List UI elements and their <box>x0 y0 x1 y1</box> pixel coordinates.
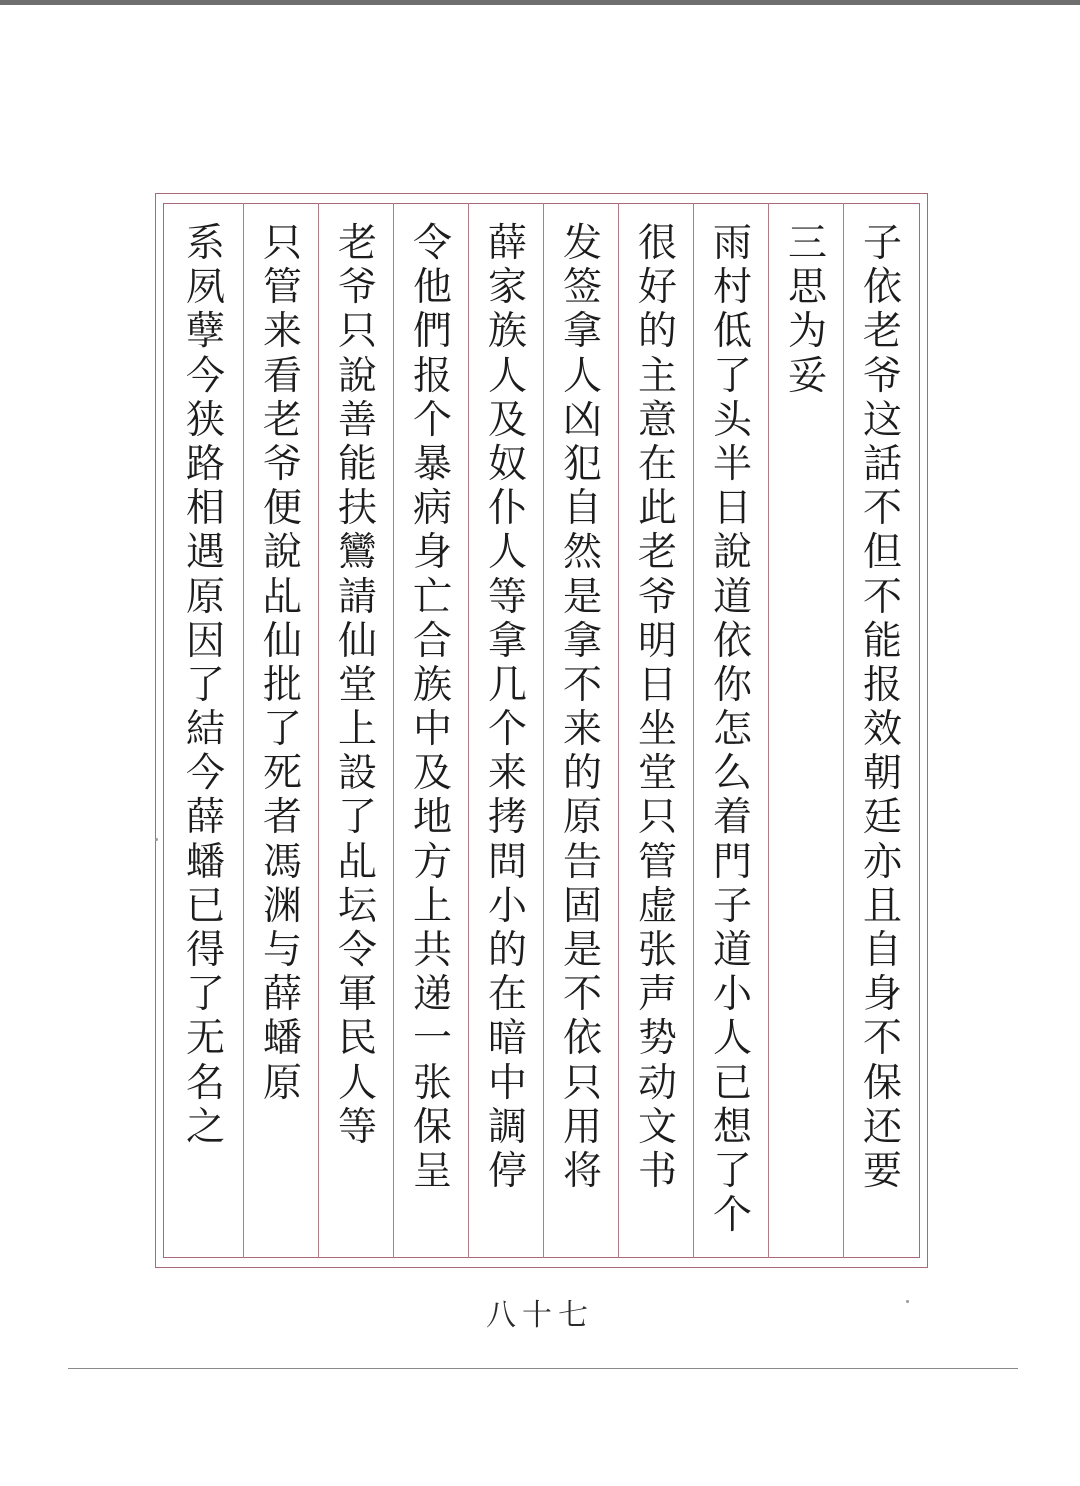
column-character: 孽 <box>185 309 225 355</box>
column-character: 三 <box>787 221 827 266</box>
column-character: 上 <box>337 707 377 753</box>
column-character: 道 <box>712 928 752 973</box>
column-character: 只 <box>637 795 677 841</box>
column-character: 老 <box>862 309 902 355</box>
bottom-rule <box>68 1368 1018 1369</box>
column-character: 拿 <box>562 618 602 664</box>
column-character: 老 <box>637 530 677 576</box>
column-character: 爷 <box>337 265 377 311</box>
column-character: 共 <box>412 928 452 973</box>
column-character: 堂 <box>637 751 677 797</box>
column-character: 坐 <box>637 707 677 753</box>
column-character: 得 <box>185 928 225 973</box>
column-character: 爷 <box>862 353 902 399</box>
column-character: 势 <box>637 1016 677 1062</box>
column-character: 朝 <box>862 751 902 797</box>
column-character: 相 <box>185 486 225 532</box>
column-character: 族 <box>487 309 527 355</box>
column-character: 調 <box>487 1104 527 1150</box>
text-column-2 <box>770 222 845 399</box>
column-character: 不 <box>862 574 902 620</box>
column-character: 是 <box>562 574 602 620</box>
column-character: 的 <box>487 928 527 973</box>
text-column-6 <box>470 222 545 1194</box>
column-character: 老 <box>262 397 302 443</box>
column-character: 等 <box>337 1104 377 1150</box>
column-character: 此 <box>637 486 677 532</box>
column-character: 无 <box>185 1016 225 1062</box>
column-character: 拷 <box>487 795 527 841</box>
column-character: 犯 <box>562 441 602 487</box>
column-character: 看 <box>262 353 302 399</box>
column-character: 方 <box>412 839 452 885</box>
column-character: 与 <box>262 928 302 973</box>
column-character: 书 <box>637 1148 677 1194</box>
column-character: 及 <box>412 751 452 797</box>
column-character: 及 <box>487 397 527 443</box>
column-character: 人 <box>562 353 602 399</box>
column-character: 系 <box>185 221 225 266</box>
column-character: 日 <box>637 662 677 708</box>
column-character: 門 <box>712 839 752 885</box>
column-character: 蟠 <box>185 839 225 885</box>
column-character: 半 <box>712 441 752 487</box>
column-character: 管 <box>262 265 302 311</box>
column-character: 拿 <box>487 618 527 664</box>
column-character: 村 <box>712 265 752 311</box>
column-character: 递 <box>412 972 452 1018</box>
column-character: 不 <box>562 662 602 708</box>
column-character: 固 <box>562 883 602 929</box>
column-character: 令 <box>337 928 377 973</box>
column-character: 个 <box>487 707 527 753</box>
column-character: 来 <box>562 707 602 753</box>
column-character: 自 <box>562 486 602 532</box>
column-character: 只 <box>262 221 302 266</box>
column-character: 一 <box>412 1016 452 1062</box>
scan-speck <box>906 1300 909 1303</box>
column-character: 人 <box>487 530 527 576</box>
column-character: 保 <box>862 1060 902 1106</box>
column-character: 只 <box>562 1060 602 1106</box>
column-character: 老 <box>337 221 377 266</box>
column-character: 身 <box>412 530 452 576</box>
column-character: 族 <box>412 662 452 708</box>
column-character: 依 <box>862 265 902 311</box>
column-character: 道 <box>712 574 752 620</box>
column-character: 但 <box>862 530 902 576</box>
column-divider <box>243 203 244 1258</box>
column-character: 身 <box>862 972 902 1018</box>
column-character: 說 <box>337 353 377 399</box>
column-character: 张 <box>637 928 677 973</box>
column-character: 合 <box>412 618 452 664</box>
column-character: 渊 <box>262 883 302 929</box>
column-character: 今 <box>185 353 225 399</box>
column-character: 家 <box>487 265 527 311</box>
column-character: 名 <box>185 1060 225 1106</box>
column-character: 病 <box>412 486 452 532</box>
column-character: 問 <box>487 839 527 885</box>
column-character: 么 <box>712 751 752 797</box>
column-character: 話 <box>862 441 902 487</box>
column-character: 人 <box>712 1016 752 1062</box>
column-character: 原 <box>185 574 225 620</box>
column-character: 保 <box>412 1104 452 1150</box>
column-character: 中 <box>412 707 452 753</box>
column-character: 批 <box>262 662 302 708</box>
column-character: 拿 <box>562 309 602 355</box>
column-character: 已 <box>712 1060 752 1106</box>
column-character: 将 <box>562 1148 602 1194</box>
page-number: 八十七 <box>486 1298 594 1333</box>
column-character: 善 <box>337 397 377 443</box>
column-character: 思 <box>787 265 827 311</box>
column-character: 坛 <box>337 883 377 929</box>
column-character: 狭 <box>185 397 225 443</box>
column-character: 原 <box>262 1060 302 1106</box>
column-character: 用 <box>562 1104 602 1150</box>
column-character: 仆 <box>487 486 527 532</box>
column-character: 你 <box>712 662 752 708</box>
column-character: 报 <box>412 353 452 399</box>
column-character: 原 <box>562 795 602 841</box>
column-character: 这 <box>862 397 902 443</box>
column-character: 們 <box>412 309 452 355</box>
column-character: 已 <box>185 883 225 929</box>
column-character: 等 <box>487 574 527 620</box>
column-character: 奴 <box>487 441 527 487</box>
column-character: 死 <box>262 751 302 797</box>
column-character: 不 <box>562 972 602 1018</box>
column-character: 雨 <box>712 221 752 266</box>
column-character: 然 <box>562 530 602 576</box>
column-character: 自 <box>862 928 902 973</box>
column-character: 亦 <box>862 839 902 885</box>
column-character: 能 <box>862 618 902 664</box>
column-character: 蟠 <box>262 1016 302 1062</box>
column-character: 便 <box>262 486 302 532</box>
column-character: 报 <box>862 662 902 708</box>
column-character: 馮 <box>262 839 302 885</box>
column-character: 只 <box>337 309 377 355</box>
column-character: 凶 <box>562 397 602 443</box>
column-character: 头 <box>712 397 752 443</box>
column-character: 仙 <box>337 618 377 664</box>
column-character: 軍 <box>337 972 377 1018</box>
column-character: 上 <box>412 883 452 929</box>
text-column-5 <box>545 222 620 1194</box>
column-character: 管 <box>637 839 677 885</box>
column-character: 想 <box>712 1104 752 1150</box>
column-character: 且 <box>862 883 902 929</box>
column-character: 夙 <box>185 265 225 311</box>
column-character: 着 <box>712 795 752 841</box>
column-character: 几 <box>487 662 527 708</box>
column-character: 暴 <box>412 441 452 487</box>
column-character: 了 <box>185 972 225 1018</box>
text-column-8 <box>320 222 395 1150</box>
column-character: 了 <box>337 795 377 841</box>
column-character: 因 <box>185 618 225 664</box>
column-character: 要 <box>862 1148 902 1194</box>
column-character: 主 <box>637 353 677 399</box>
column-character: 今 <box>185 751 225 797</box>
column-character: 乩 <box>262 574 302 620</box>
column-character: 不 <box>862 486 902 532</box>
column-character: 依 <box>712 618 752 664</box>
column-character: 結 <box>185 707 225 753</box>
text-column-9 <box>245 222 320 1106</box>
column-character: 不 <box>862 1016 902 1062</box>
column-character: 很 <box>637 221 677 266</box>
column-character: 小 <box>712 972 752 1018</box>
column-character: 鸞 <box>337 530 377 576</box>
column-character: 还 <box>862 1104 902 1150</box>
column-character: 堂 <box>337 662 377 708</box>
column-character: 人 <box>337 1060 377 1106</box>
column-character: 仙 <box>262 618 302 664</box>
column-character: 好 <box>637 265 677 311</box>
column-character: 了 <box>262 707 302 753</box>
column-character: 亡 <box>412 574 452 620</box>
column-character: 扶 <box>337 486 377 532</box>
column-character: 子 <box>712 883 752 929</box>
column-character: 路 <box>185 441 225 487</box>
column-character: 他 <box>412 265 452 311</box>
column-character: 爷 <box>262 441 302 487</box>
column-character: 是 <box>562 928 602 973</box>
column-character: 暗 <box>487 1016 527 1062</box>
column-character: 意 <box>637 397 677 443</box>
column-character: 請 <box>337 574 377 620</box>
column-character: 发 <box>562 221 602 266</box>
column-character: 了 <box>185 662 225 708</box>
column-character: 文 <box>637 1104 677 1150</box>
text-column-7 <box>395 222 470 1194</box>
column-character: 遇 <box>185 530 225 576</box>
text-column-1 <box>845 222 920 1194</box>
column-character: 的 <box>562 751 602 797</box>
column-character: 令 <box>412 221 452 266</box>
column-character: 告 <box>562 839 602 885</box>
column-character: 动 <box>637 1060 677 1106</box>
column-character: 了 <box>712 353 752 399</box>
column-character: 薛 <box>185 795 225 841</box>
column-character: 薛 <box>262 972 302 1018</box>
column-character: 依 <box>562 1016 602 1062</box>
column-character: 明 <box>637 618 677 664</box>
column-character: 了 <box>712 1148 752 1194</box>
text-column-3 <box>695 222 770 1238</box>
column-character: 說 <box>712 530 752 576</box>
column-character: 地 <box>412 795 452 841</box>
column-character: 在 <box>637 441 677 487</box>
column-character: 签 <box>562 265 602 311</box>
scan-top-edge <box>0 0 1080 5</box>
column-character: 来 <box>487 751 527 797</box>
column-character: 爷 <box>637 574 677 620</box>
column-character: 妥 <box>787 353 827 399</box>
column-character: 乩 <box>337 839 377 885</box>
column-character: 廷 <box>862 795 902 841</box>
column-character: 者 <box>262 795 302 841</box>
column-character: 人 <box>487 353 527 399</box>
column-character: 設 <box>337 751 377 797</box>
text-column-4 <box>620 222 695 1194</box>
column-character: 的 <box>637 309 677 355</box>
column-character: 小 <box>487 883 527 929</box>
column-character: 停 <box>487 1148 527 1194</box>
column-character: 怎 <box>712 707 752 753</box>
column-character: 个 <box>712 1193 752 1239</box>
text-column-10 <box>168 222 243 1150</box>
column-character: 中 <box>487 1060 527 1106</box>
column-character: 为 <box>787 309 827 355</box>
column-character: 低 <box>712 309 752 355</box>
scan-speck <box>155 838 158 841</box>
column-character: 声 <box>637 972 677 1018</box>
column-character: 之 <box>185 1104 225 1150</box>
column-character: 民 <box>337 1016 377 1062</box>
column-character: 說 <box>262 530 302 576</box>
column-character: 能 <box>337 441 377 487</box>
column-character: 效 <box>862 707 902 753</box>
column-character: 来 <box>262 309 302 355</box>
column-character: 子 <box>862 221 902 266</box>
column-character: 在 <box>487 972 527 1018</box>
column-character: 个 <box>412 397 452 443</box>
column-character: 虚 <box>637 883 677 929</box>
column-character: 日 <box>712 486 752 532</box>
column-character: 呈 <box>412 1148 452 1194</box>
column-character: 薛 <box>487 221 527 266</box>
column-character: 张 <box>412 1060 452 1106</box>
